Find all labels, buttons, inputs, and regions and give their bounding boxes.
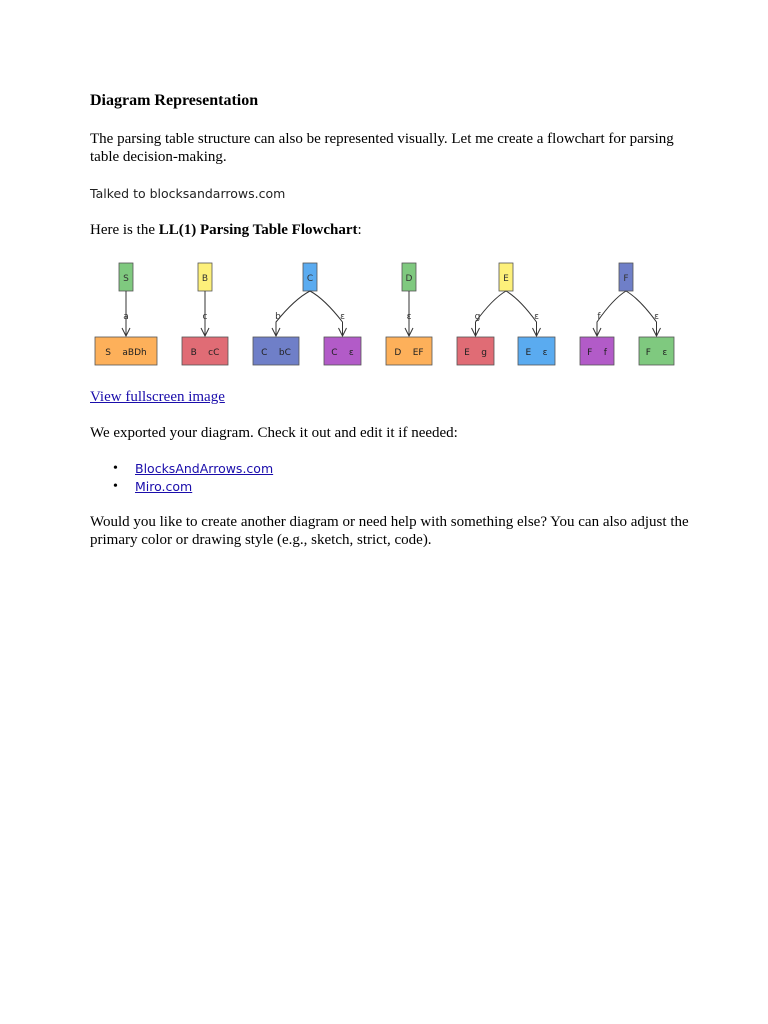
edge-label: ε: [654, 312, 659, 322]
node-label: S: [123, 274, 129, 284]
closing-paragraph: Would you like to create another diagram or need help with something else? You can also adjust the primary color or drawing style (e.g., sketch, strict, code).: [90, 514, 689, 548]
node-label: D: [405, 274, 413, 284]
tool-call-note: Talked to blocksandarrows.com: [90, 186, 286, 201]
node-label: C: [306, 274, 314, 284]
edge-label: c: [202, 312, 208, 322]
node-label: F: [623, 274, 629, 284]
production-label: C ε: [331, 348, 354, 358]
edge-label: b: [275, 312, 281, 322]
edge-label: a: [123, 312, 129, 322]
production-label: F f: [587, 348, 607, 358]
section-heading: Diagram Representation: [90, 92, 259, 109]
production-label: E g: [464, 348, 487, 358]
bullet-icon: •: [113, 479, 118, 494]
production-label: F ε: [645, 348, 668, 358]
edge-e: [506, 291, 537, 336]
export-links-list: [90, 461, 273, 497]
production-label: C bC: [261, 348, 291, 358]
edge-label: ε: [534, 312, 539, 322]
edge-c: [310, 291, 343, 336]
description-paragraph: The parsing table structure can also be represented visually. Let me create a flowchart for parsing table decision-making.: [90, 131, 674, 165]
export-note: We exported your diagram. Check it out and edit it if needed:: [90, 425, 458, 441]
node-label: B: [201, 274, 209, 284]
list-item: [90, 479, 273, 497]
node-label: E: [503, 274, 509, 284]
miro-link[interactable]: Miro.com: [135, 479, 193, 494]
intro-suffix: :: [357, 222, 362, 238]
bullet-icon: •: [113, 461, 118, 476]
edge-label: g: [474, 312, 481, 322]
parsing-table-flowchart[interactable]: [90, 258, 690, 370]
production-label: D EF: [394, 348, 424, 358]
diagram-intro: [90, 222, 362, 239]
diagram-title: LL(1) Parsing Table Flowchart: [158, 222, 358, 238]
production-label: E ε: [525, 348, 548, 358]
intro-prefix: Here is the: [90, 222, 159, 238]
edge-label: ε: [406, 312, 412, 322]
view-fullscreen-link[interactable]: View fullscreen image: [90, 389, 225, 405]
edge-c: [276, 291, 310, 336]
edge-label: ε: [340, 312, 345, 322]
edge-f: [626, 291, 657, 336]
production-label: B cC: [190, 348, 220, 358]
edge-f: [597, 291, 626, 336]
list-item: [90, 461, 273, 479]
blocksandarrows-link[interactable]: BlocksAndArrows.com: [135, 461, 274, 476]
edge-label: f: [597, 312, 601, 322]
production-label: S aBDh: [105, 348, 147, 358]
